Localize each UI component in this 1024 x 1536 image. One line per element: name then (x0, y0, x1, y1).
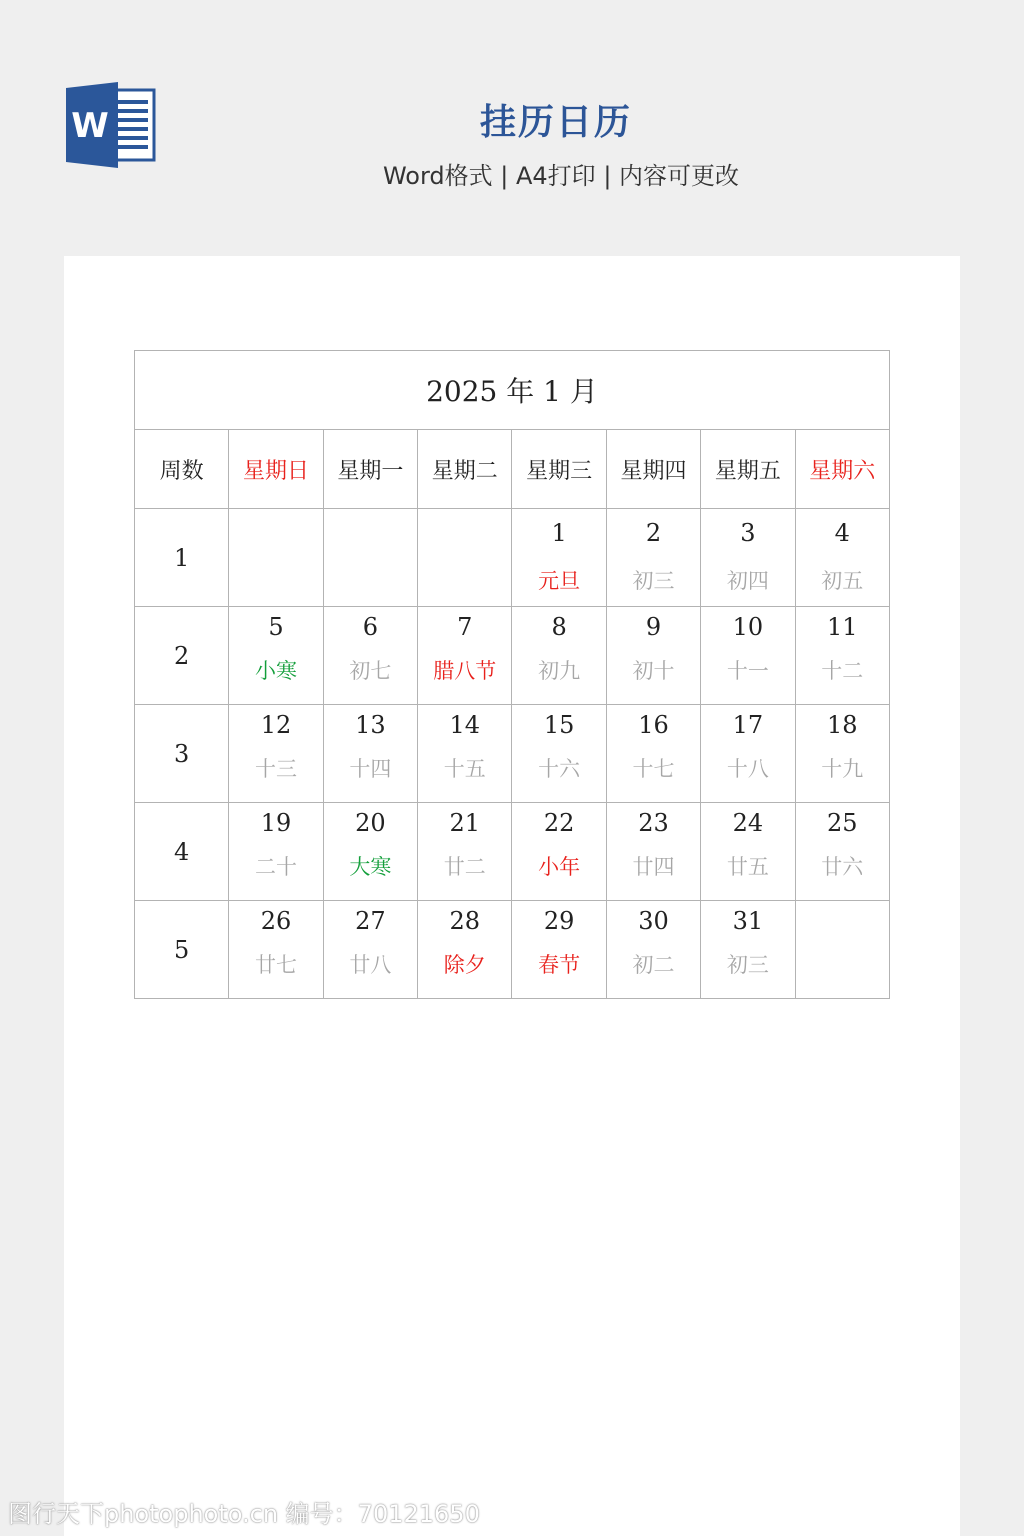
solar-term-label: 小寒 (255, 659, 298, 683)
day-cell (795, 803, 889, 901)
calendar-table (134, 350, 890, 999)
lunar-date: 廿四 (632, 855, 675, 879)
day-cell (418, 607, 512, 705)
day-cell (512, 901, 606, 999)
weekday-header: 星期六 (795, 430, 889, 509)
weekday-header: 星期二 (418, 430, 512, 509)
day-number: 1 (551, 519, 567, 547)
holiday-label: 元旦 (538, 569, 581, 593)
day-cell (512, 803, 606, 901)
day-number: 2 (645, 519, 662, 547)
lunar-date: 初二 (632, 953, 675, 977)
day-cell (229, 607, 323, 705)
lunar-date: 十七 (632, 757, 675, 781)
day-number: 25 (826, 809, 858, 837)
day-cell (418, 705, 512, 803)
day-number: 6 (362, 613, 379, 641)
day-cell (229, 803, 323, 901)
day-number: 3 (740, 519, 756, 547)
day-cell (512, 705, 606, 803)
calendar-week-row (135, 803, 890, 901)
day-number: 24 (732, 809, 764, 837)
calendar-caption: 2025 年 1 月 (135, 351, 890, 430)
day-number: 31 (732, 907, 764, 935)
lunar-date: 十八 (726, 757, 769, 781)
day-cell (606, 705, 700, 803)
day-number: 18 (826, 711, 858, 739)
day-cell (795, 509, 889, 607)
day-number: 28 (449, 907, 481, 935)
empty-day-cell (795, 901, 889, 999)
day-number: 14 (449, 711, 481, 739)
holiday-label: 除夕 (443, 953, 486, 977)
lunar-date: 初七 (349, 659, 392, 683)
lunar-date: 廿六 (821, 855, 864, 879)
holiday-label: 小年 (538, 855, 581, 879)
day-cell (418, 803, 512, 901)
page-title: 挂历日历 (479, 102, 632, 143)
lunar-date: 十九 (821, 757, 864, 781)
weekday-header: 星期三 (512, 430, 606, 509)
day-cell (512, 607, 606, 705)
document-page (64, 256, 960, 1536)
day-number: 12 (260, 711, 292, 739)
weekday-header-row (135, 430, 890, 509)
calendar-week-row (135, 509, 890, 607)
day-cell (323, 607, 417, 705)
calendar-week-row (135, 901, 890, 999)
lunar-date: 初十 (632, 659, 675, 683)
day-number: 20 (355, 809, 386, 837)
day-cell (606, 509, 700, 607)
week-number: 3 (135, 705, 229, 803)
lunar-date: 初三 (726, 953, 769, 977)
day-cell (701, 607, 795, 705)
lunar-date: 初三 (632, 569, 675, 593)
day-number: 4 (834, 519, 850, 547)
holiday-label: 腊八节 (433, 659, 497, 683)
lunar-date: 廿二 (443, 855, 486, 879)
day-number: 21 (449, 809, 481, 837)
weekday-header: 星期一 (323, 430, 417, 509)
day-number: 10 (732, 613, 764, 641)
day-number: 16 (638, 711, 669, 739)
logo-letter: W (71, 106, 109, 146)
week-number: 2 (135, 607, 229, 705)
week-number: 4 (135, 803, 229, 901)
day-cell (701, 901, 795, 999)
empty-day-cell (323, 509, 417, 607)
day-number: 29 (543, 907, 575, 935)
day-cell (606, 607, 700, 705)
day-number: 23 (638, 809, 669, 837)
day-cell (418, 901, 512, 999)
day-cell (229, 705, 323, 803)
day-number: 15 (543, 711, 575, 739)
day-number: 17 (732, 711, 764, 739)
calendar-week-row (135, 705, 890, 803)
day-cell (323, 803, 417, 901)
lunar-date: 廿五 (726, 855, 769, 879)
solar-term-label: 大寒 (349, 855, 392, 879)
lunar-date: 十五 (443, 757, 486, 781)
day-cell (701, 509, 795, 607)
day-number: 22 (543, 809, 575, 837)
day-number: 7 (457, 613, 473, 641)
lunar-date: 初四 (726, 569, 769, 593)
day-number: 19 (260, 809, 292, 837)
day-cell (701, 803, 795, 901)
day-cell (323, 901, 417, 999)
day-number: 9 (645, 613, 662, 641)
day-cell (795, 705, 889, 803)
lunar-date: 廿八 (349, 953, 392, 977)
day-number: 30 (638, 907, 669, 935)
lunar-date: 初九 (538, 659, 581, 683)
day-number: 26 (260, 907, 292, 935)
lunar-date: 十二 (821, 659, 864, 683)
lunar-date: 十三 (255, 757, 298, 781)
weekday-header: 星期五 (701, 430, 795, 509)
weekday-header: 星期日 (229, 430, 323, 509)
lunar-date: 廿七 (255, 953, 298, 977)
day-cell (701, 705, 795, 803)
day-number: 5 (268, 613, 284, 641)
week-number-header: 周数 (135, 430, 229, 509)
day-number: 11 (826, 613, 858, 641)
weekday-header: 星期四 (606, 430, 700, 509)
empty-day-cell (229, 509, 323, 607)
day-number: 8 (551, 613, 567, 641)
day-number: 13 (355, 711, 386, 739)
lunar-date: 二十 (255, 855, 298, 879)
day-number: 27 (355, 907, 386, 935)
lunar-date: 十一 (726, 659, 769, 683)
week-number: 1 (135, 509, 229, 607)
day-cell (606, 803, 700, 901)
lunar-date: 十四 (349, 757, 392, 781)
day-cell (323, 705, 417, 803)
holiday-label: 春节 (538, 953, 581, 977)
lunar-date: 初五 (821, 569, 864, 593)
week-number: 5 (135, 901, 229, 999)
day-cell (512, 509, 606, 607)
empty-day-cell (418, 509, 512, 607)
day-cell (606, 901, 700, 999)
watermark: 图行天下photophoto.cn 编号：70121650 (8, 1500, 480, 1528)
lunar-date: 十六 (538, 757, 581, 781)
day-cell (795, 607, 889, 705)
calendar-week-row (135, 607, 890, 705)
day-cell (229, 901, 323, 999)
page-subtitle: Word格式 | A4打印 | 内容可更改 (382, 162, 740, 190)
